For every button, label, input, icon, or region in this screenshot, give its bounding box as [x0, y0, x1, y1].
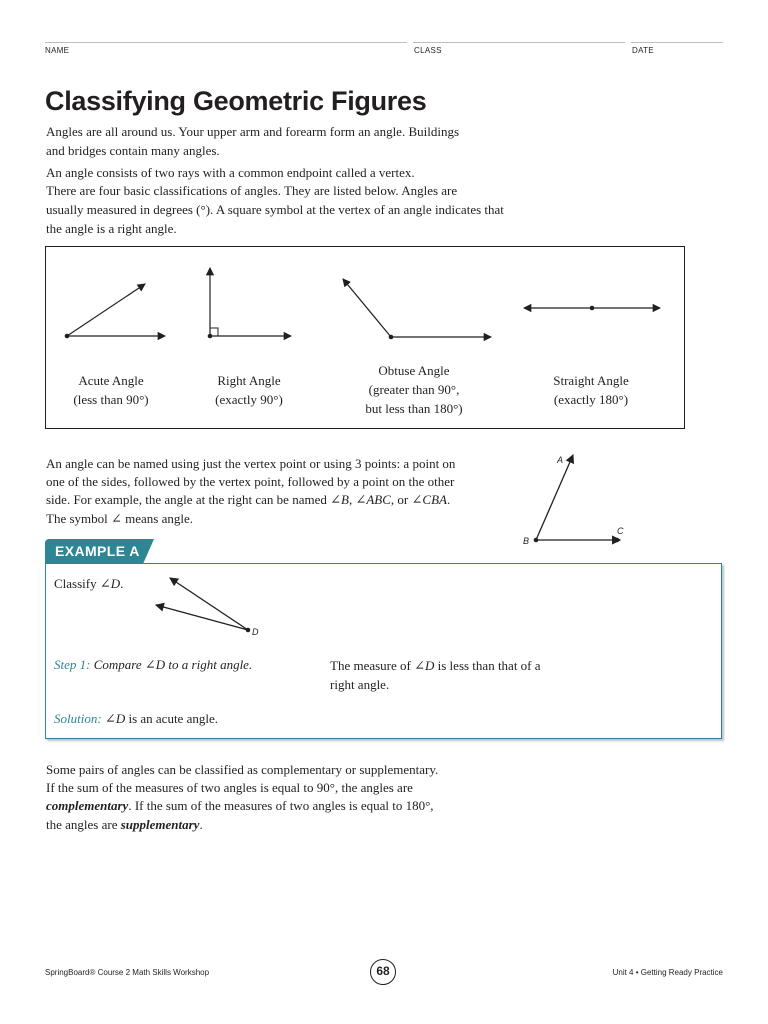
text: D [425, 658, 435, 673]
angle-desc: but less than 180°) [365, 401, 463, 416]
right-angle-figure [208, 268, 291, 338]
text: ∠ [101, 711, 116, 726]
intro-line: Angles are all around us. Your upper arm and forearm form an angle. Buildings [46, 124, 460, 139]
angle-desc: (greater than 90°, [368, 382, 460, 397]
text: . [199, 817, 203, 832]
name-label: NAME [45, 46, 70, 55]
text: . [446, 492, 451, 507]
intro-line: the angle is a right angle. [46, 221, 177, 236]
text: Compare ∠ [93, 657, 156, 672]
footer-right: Unit 4 • Getting Ready Practice [612, 968, 723, 977]
text: Classify ∠ [54, 576, 111, 591]
text: The measure of ∠ [330, 658, 425, 673]
text: . [120, 576, 124, 591]
date-label: DATE [632, 46, 654, 55]
pairs-line: Some pairs of angles can be classified as complementary or supplementary. [46, 762, 439, 777]
footer-left: SpringBoard® Course 2 Math Skills Workshop [45, 968, 210, 977]
point-a-label: A [557, 455, 564, 465]
angle-name: Straight Angle [553, 373, 629, 388]
angle-name: Obtuse Angle [378, 363, 450, 378]
obtuse-angle-figure [343, 279, 491, 339]
class-label: CLASS [414, 46, 442, 55]
point-c-label: C [617, 526, 624, 536]
angle-types-box [45, 246, 685, 429]
text: is an acute angle. [125, 711, 218, 726]
term-supplementary: supplementary [120, 817, 200, 832]
angle-desc: (exactly 180°) [553, 392, 629, 407]
text: B [341, 492, 349, 507]
obtuse-angle-caption [342, 361, 486, 418]
text: D [115, 711, 126, 726]
right-angle-caption [194, 371, 304, 409]
text: , ∠ [348, 492, 367, 507]
angle-desc: (exactly 90°) [215, 392, 283, 407]
intro-line: and bridges contain many angles. [46, 143, 220, 158]
date-line [631, 42, 723, 43]
text: , or ∠ [390, 492, 423, 507]
example-step-result [330, 656, 541, 675]
angle-name: Acute Angle [78, 373, 144, 388]
intro-line: usually measured in degrees (°). A square symbol at the vertex of an angle indicates that [46, 202, 504, 217]
straight-angle-caption [531, 371, 651, 409]
class-line [413, 42, 625, 43]
text: to a right angle. [165, 657, 253, 672]
acute-angle-caption [56, 371, 166, 409]
text: CBA [422, 492, 447, 507]
point-b-label: B [523, 536, 530, 546]
text: ABC [366, 492, 391, 507]
example-solution [54, 709, 218, 728]
text: . If the sum of the measures of two angles is equal to 180°, [128, 798, 434, 813]
example-tab: EXAMPLE A [45, 539, 143, 564]
text: the angles are [46, 817, 121, 832]
step-label: Step 1: [54, 657, 91, 672]
term-complementary: complementary [46, 798, 129, 813]
acute-angle-figure [65, 284, 165, 338]
angle-name: Right Angle [217, 373, 281, 388]
pairs-line [46, 796, 434, 815]
example-step-1 [54, 655, 252, 674]
solution-label: Solution: [54, 711, 102, 726]
name-line [45, 42, 407, 43]
text: side. For example, the angle at the right can be named ∠ [46, 492, 341, 507]
straight-angle-figure [524, 306, 660, 311]
text: is less than that of a [434, 658, 541, 673]
page-number: 68 [370, 959, 396, 985]
text: D [110, 576, 121, 591]
pairs-line [46, 815, 203, 834]
naming-line: The symbol ∠ means angle. [46, 511, 193, 526]
example-prompt [54, 574, 123, 593]
example-step-result: right angle. [330, 677, 390, 692]
intro-line: There are four basic classifications of angles. They are listed below. Angles are [46, 183, 458, 198]
angle-desc: (less than 90°) [73, 392, 149, 407]
text: D [155, 657, 166, 672]
pairs-line: If the sum of the measures of two angles is equal to 90°, the angles are [46, 780, 413, 795]
angle-d-figure [150, 574, 260, 634]
naming-line: one of the sides, followed by the vertex point, followed by a point on the other [46, 474, 455, 489]
naming-line [46, 490, 450, 509]
page-title: Classifying Geometric Figures [45, 86, 427, 116]
naming-line: An angle can be named using just the vertex point or using 3 points: a point on [46, 456, 456, 471]
intro-line: An angle consists of two rays with a common endpoint called a vertex. [46, 165, 415, 180]
point-d-label: D [252, 627, 259, 637]
